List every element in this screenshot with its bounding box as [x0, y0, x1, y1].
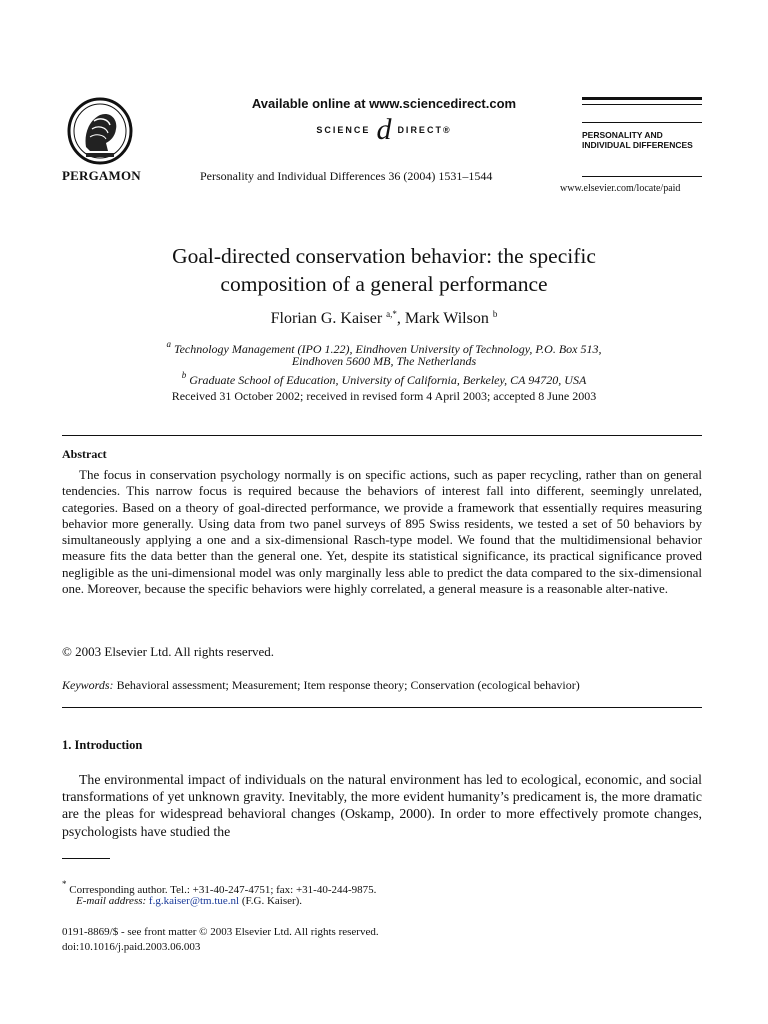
intro-paragraph: The environmental impact of individuals on the natural environment has led to ecological, economic, and social transformations of yet unknown gravity. Inevitably, the more evident humanity’s predicament is, the more dramatic are the pleas for widespread behavioral changes (Oskamp, 2000). In order to more effectively promote changes, psychologists have studied the [62, 772, 702, 839]
affiliation-text: Technology Management (IPO 1.22), Eindhoven University of Technology, P.O. Box 513, [174, 342, 602, 356]
journal-rule [582, 122, 702, 123]
affiliation-b [0, 370, 768, 388]
sd-at-icon: d [376, 113, 392, 146]
author-affiliation-mark: a,* [386, 309, 397, 319]
title-line: composition of a general performance [220, 272, 548, 296]
keywords-label: Keywords: [62, 678, 114, 692]
email-link[interactable]: f.g.kaiser@tm.tue.nl [148, 895, 240, 907]
abstract-paragraph: The focus in conservation psychology normally is on specific actions, such as paper recycling, rather than on general tendencies. This narrow focus is required because the behaviors of interest fall into different, seemingly unrelated, categories. Based on a theory of goal-directed performance, we provide a framework that essentially requires measuring behavior more generally. Using data from two panel surveys of 895 Swiss residents, we tested a set of 50 behaviors by simultaneously applying a one and a six-dimensional Rasch-type model. We found that the multidimensional behavior measure fits the data better than the general one. Yet, despite its statistical significance, its practical significance proved negligible as the uni-dimensional model was only marginally less able to predict the data compared to the six-dimensional one. Moreover, because the specific behaviors were highly correlated, a general measure is a reasonable alter-native. [62, 467, 702, 597]
journal-rule [582, 176, 702, 177]
abstract-heading: Abstract [62, 447, 107, 461]
footnote-text: Corresponding author. Tel.: +31-40-247-4751; fax: +31-40-244-9875. [69, 884, 377, 896]
keywords [62, 678, 580, 693]
sd-right-text: DIRECT [397, 125, 443, 135]
journal-title [582, 130, 693, 150]
keywords-list: Behavioral assessment; Measurement; Item response theory; Conservation (ecological behavior) [116, 678, 580, 692]
author-separator: , [396, 310, 405, 327]
sd-right-word [397, 125, 451, 135]
article-title [0, 242, 768, 298]
journal-title-line: PERSONALITY AND [582, 130, 663, 140]
section-divider [62, 707, 702, 708]
copyright-notice: © 2003 Elsevier Ltd. All rights reserved. [62, 644, 275, 659]
affiliation-mark: b [181, 370, 187, 380]
journal-website-link[interactable]: www.elsevier.com/locate/paid [560, 183, 681, 194]
article-history-dates: Received 31 October 2002; received in revised form 4 April 2003; accepted 8 June 2003 [171, 389, 597, 403]
author-affiliation-mark: b [492, 309, 498, 319]
doi-line[interactable]: doi:10.1016/j.paid.2003.06.003 [62, 941, 201, 953]
journal-rule [582, 104, 702, 105]
email-label: E-mail address: [76, 895, 147, 907]
affiliation-text: Graduate School of Education, University of California, Berkeley, CA 94720, USA [189, 373, 587, 387]
author-name: Florian G. Kaiser [270, 310, 383, 327]
footnote-star: * [62, 879, 67, 889]
email-footnote [76, 895, 302, 907]
section-heading-introduction: 1. Introduction [62, 738, 143, 752]
affiliation-a-line2: Eindhoven 5600 MB, The Netherlands [291, 354, 477, 368]
publisher-name: PERGAMON [62, 168, 141, 183]
introduction-body [62, 771, 702, 840]
title-line: Goal-directed conservation behavior: the specific [172, 244, 596, 268]
author-list [0, 309, 768, 328]
sd-left-word: SCIENCE [316, 125, 371, 135]
author-name: Mark Wilson [404, 310, 489, 327]
journal-rule [582, 97, 702, 100]
sd-registered-mark: ® [442, 125, 452, 135]
footnote-rule [62, 858, 110, 859]
abstract-body [62, 467, 702, 597]
affiliation-mark: a [166, 339, 171, 349]
email-owner: (F.G. Kaiser). [241, 895, 303, 907]
corresponding-author-footnote [62, 879, 376, 896]
journal-citation: Personality and Individual Differences 36 (2004) 1531–1544 [200, 169, 493, 183]
issn-line: 0191-8869/$ - see front matter © 2003 Elsevier Ltd. All rights reserved. [62, 926, 379, 938]
available-online-text: Available online at www.sciencedirect.com [251, 96, 517, 111]
journal-title-line: INDIVIDUAL DIFFERENCES [582, 140, 693, 150]
section-divider [62, 435, 702, 436]
